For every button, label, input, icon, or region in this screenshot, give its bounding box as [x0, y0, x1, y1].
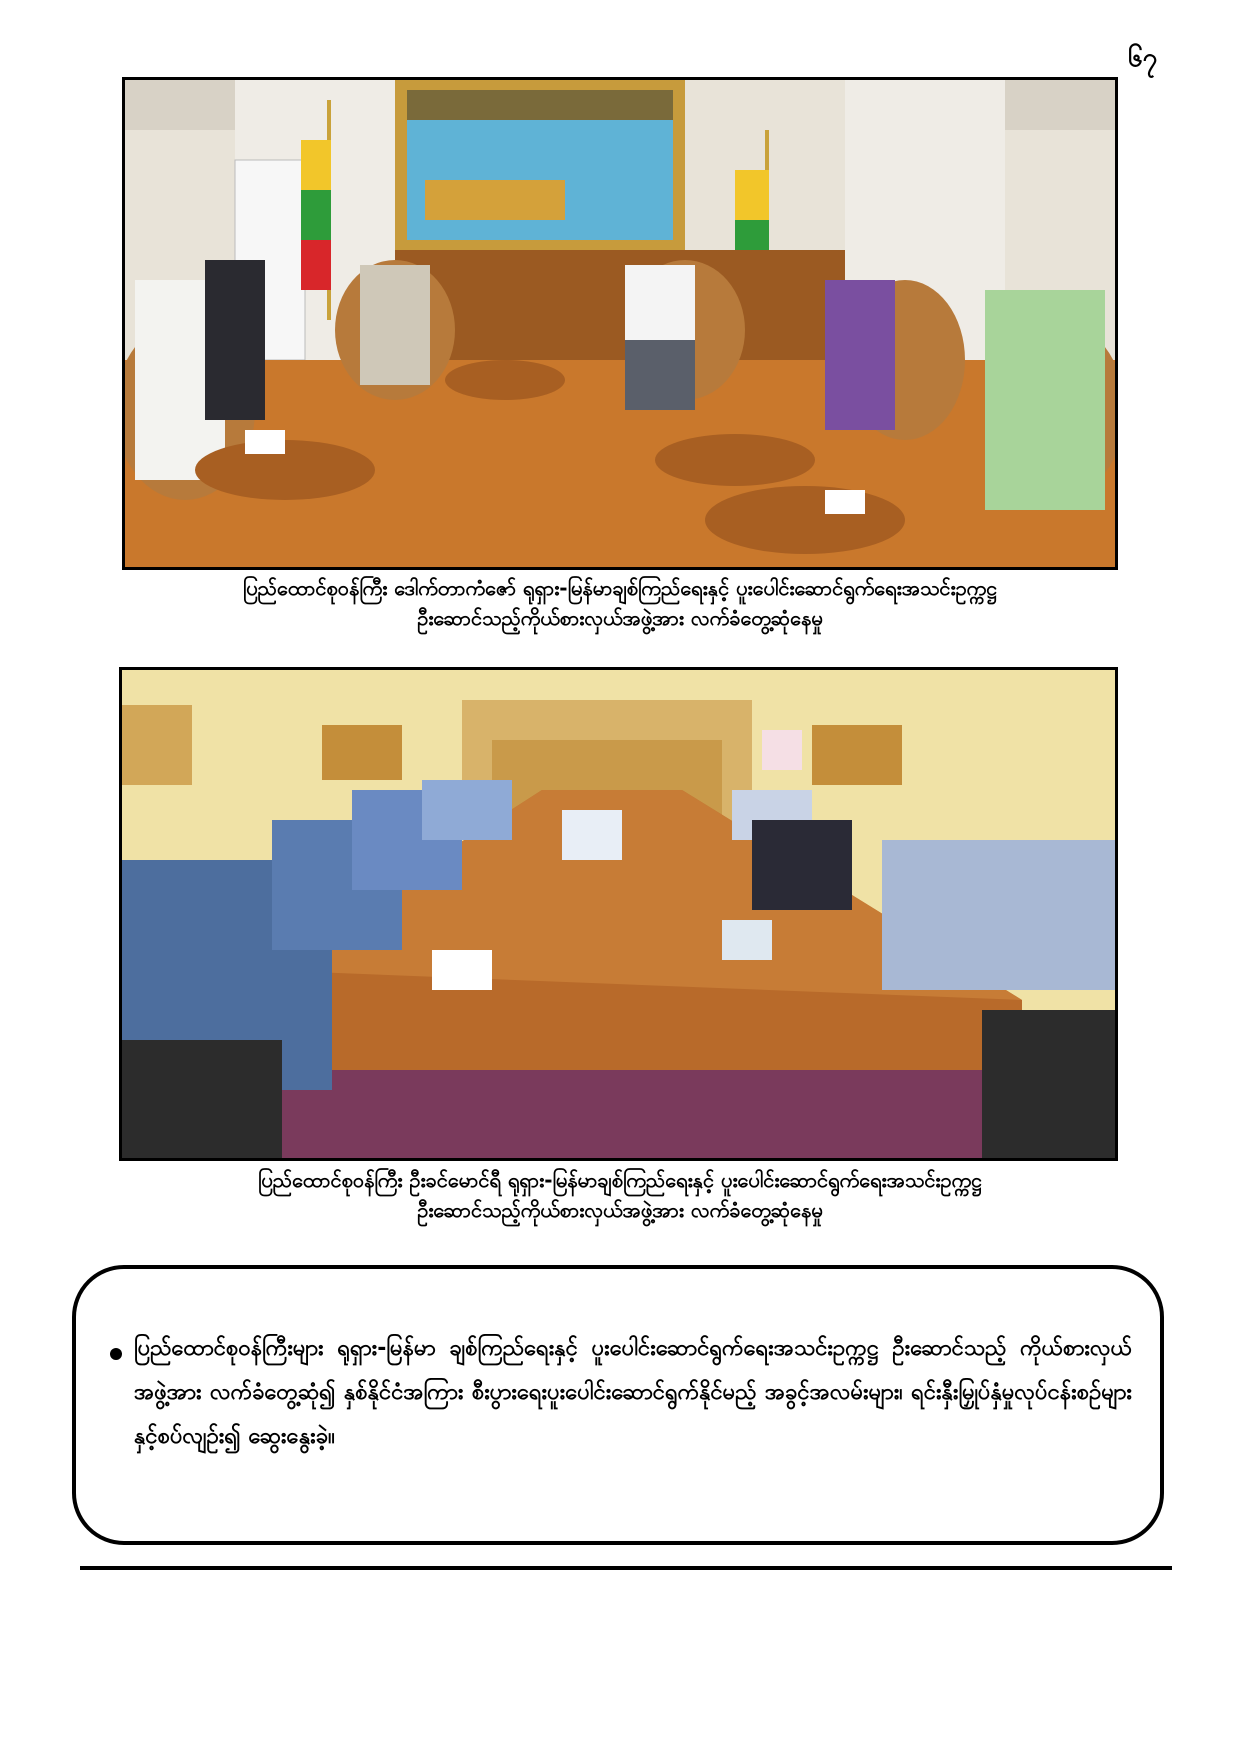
photo-illustration — [122, 670, 1115, 1158]
caption-line: ပြည်ထောင်စုဝန်ကြီး ဒေါက်တာကံဇော် ရုရှား-မြန်မာချစ်ကြည်ရေးနှင့် ပူးပေါင်းဆောင်ရွက်ရေးအသင်းဥက္ကဋ္ဌ — [242, 576, 998, 600]
caption-line: ပြည်ထောင်စုဝန်ကြီး ဦးခင်မောင်ရီ ရုရှား-မြန်မာချစ်ကြည်ရေးနှင့် ပူးပေါင်းဆောင်ရွက်ရေးအသင်းဥက္ကဋ္ဌ — [257, 1168, 983, 1192]
summary-text: ပြည်ထောင်စုဝန်ကြီးများ ရုရှား-မြန်မာ ချစ်ကြည်ရေးနှင့် ပူးပေါင်းဆောင်ရွက်ရေးအသင်းဥက္ကဋ္ဌ ဦးဆောင်သည့် ကိုယ်စားလှယ်အဖွဲ့အား လက်ခံတွေ့ဆုံ၍ နှစ်နိုင်ငံအကြား စီးပွားရေးပူးပေါင်းဆောင်ရွက်နိုင်မည့် အခွင့်အလမ်းများ၊ ရင်းနှီးမြှုပ်နှံမှုလုပ်ငန်းစဉ်များနှင့်စပ်လျဉ်း၍ ဆွေးနွေးခဲ့။ — [134, 1336, 1132, 1449]
footer-divider — [80, 1566, 1172, 1570]
caption-line: ဦးဆောင်သည့်ကိုယ်စားလှယ်အဖွဲ့အား လက်ခံတွေ့ဆုံနေမှု — [417, 606, 823, 630]
meeting-photo-conference-table — [119, 667, 1118, 1161]
summary-box — [72, 1265, 1164, 1545]
caption-line: ဦးဆောင်သည့်ကိုယ်စားလှယ်အဖွဲ့အား လက်ခံတွေ့ဆုံနေမှု — [417, 1198, 823, 1222]
figure-caption — [120, 1165, 1120, 1225]
bullet-icon — [110, 1348, 122, 1360]
page-number: ၆၇ — [1128, 43, 1158, 73]
photo-illustration — [125, 80, 1115, 567]
figure-caption — [120, 573, 1120, 633]
meeting-photo-reception-room — [122, 77, 1118, 570]
